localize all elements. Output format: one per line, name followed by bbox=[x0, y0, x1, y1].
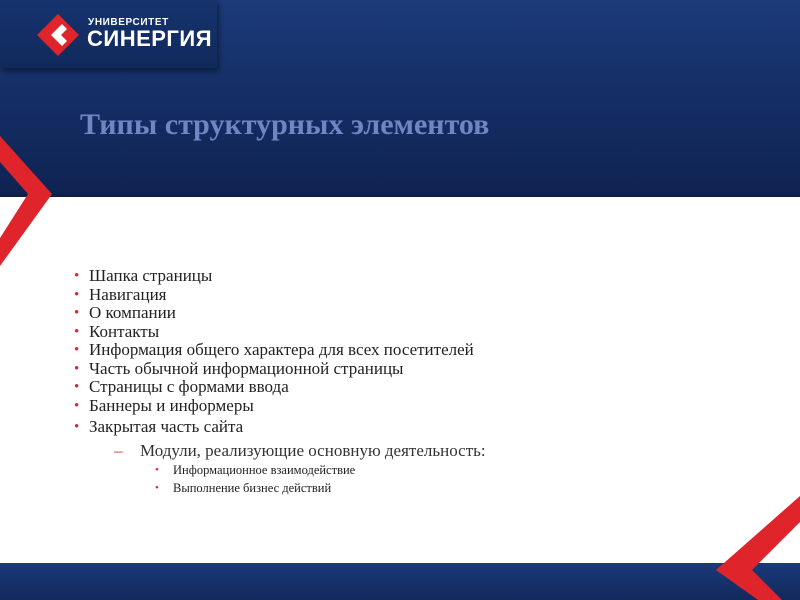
bullet-dot-icon: • bbox=[74, 305, 80, 321]
bullet-dot-icon: • bbox=[155, 482, 159, 494]
logo-small-text: УНИВЕРСИТЕТ bbox=[88, 17, 169, 28]
bullet-dot-icon: • bbox=[74, 379, 80, 395]
sub-sub-list-item: • Выполнение бизнес действий bbox=[155, 481, 332, 495]
list-item: • Страницы с формами ввода bbox=[74, 377, 289, 396]
bullet-dot-icon: • bbox=[155, 464, 159, 476]
bullet-dot-icon: • bbox=[74, 286, 80, 303]
red-chevron-left-decor-icon bbox=[0, 136, 52, 266]
logo-big-text: СИНЕРГИЯ bbox=[87, 26, 213, 51]
synergy-chevron-logo-icon bbox=[36, 13, 80, 57]
bullet-dot-icon: • bbox=[74, 419, 80, 435]
list-item: • Баннеры и информеры bbox=[74, 395, 254, 415]
logo bbox=[0, 0, 217, 68]
bullet-dot-icon: • bbox=[74, 397, 80, 414]
list-item: • Информация общего характера для всех посетителей bbox=[74, 340, 474, 359]
bullet-dot-icon: • bbox=[74, 268, 80, 284]
sub-sub-list-item: • Информационное взаимодействие bbox=[155, 463, 356, 477]
red-chevron-right-decor-icon bbox=[712, 496, 800, 600]
footer-band bbox=[0, 563, 800, 600]
bullet-dot-icon: • bbox=[74, 342, 80, 358]
list-item: • Закрытая часть сайта bbox=[74, 417, 244, 436]
bullet-dot-icon: • bbox=[74, 360, 80, 377]
dash-marker: – bbox=[114, 441, 123, 460]
slide-title: Типы структурных элементов bbox=[80, 108, 490, 141]
sub-list-item: – Модули, реализующие основную деятельность: bbox=[114, 441, 486, 460]
list-item: • Часть обычной информационной страницы bbox=[74, 358, 404, 378]
list-item: • Шапка страницы bbox=[74, 266, 213, 285]
list-item: • О компании bbox=[74, 303, 176, 322]
bullet-list bbox=[74, 267, 474, 437]
list-item: • Навигация bbox=[74, 284, 167, 304]
list-item: • Контакты bbox=[74, 321, 160, 341]
bullet-dot-icon: • bbox=[74, 323, 80, 340]
sub-sub-list bbox=[155, 461, 355, 497]
